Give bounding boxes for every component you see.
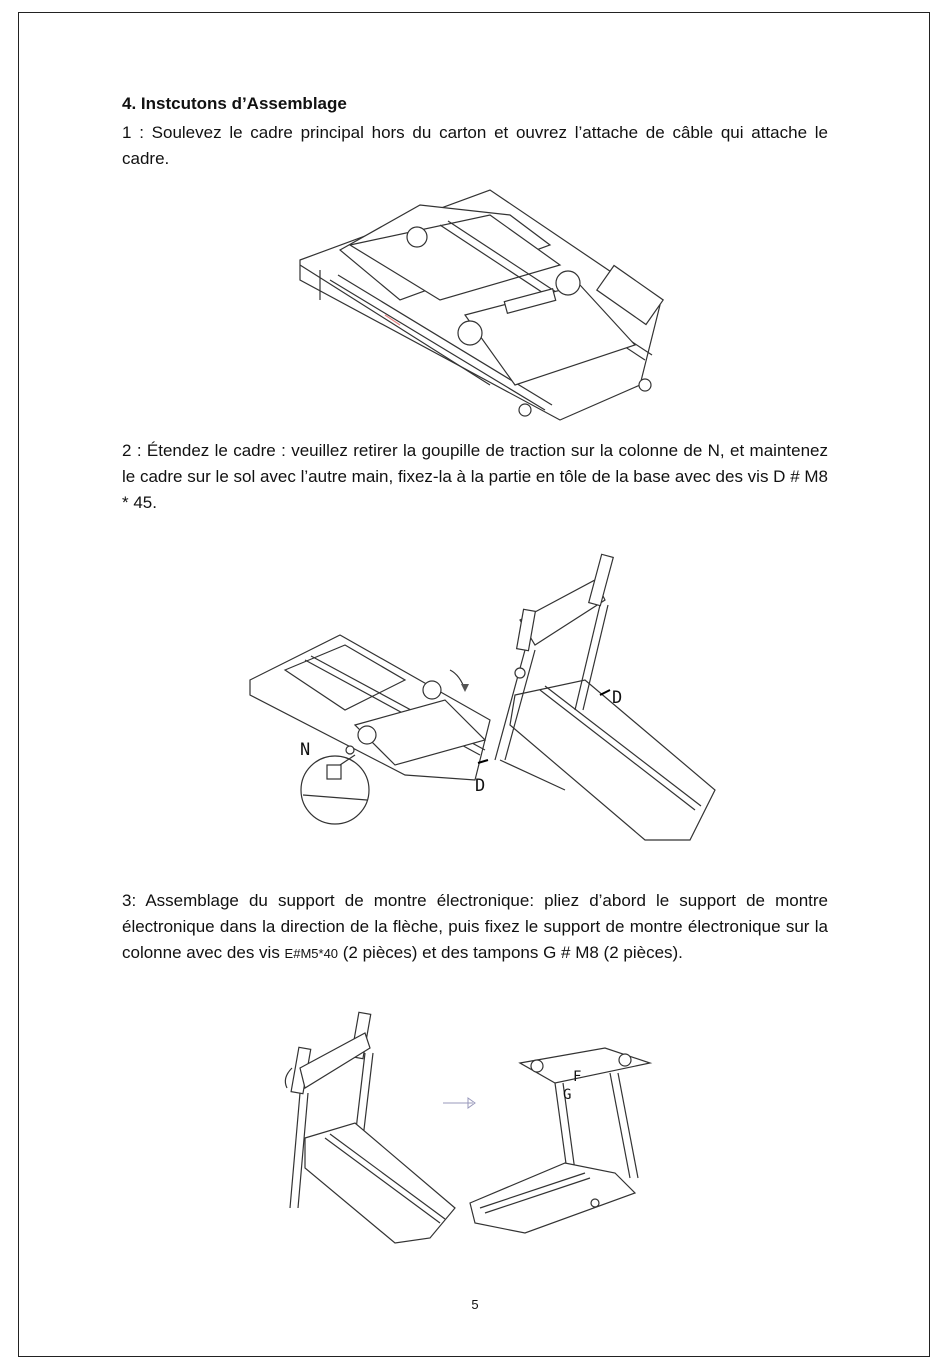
label-g: G (563, 1087, 572, 1103)
screw-code: E#M5*40 (284, 946, 339, 961)
page-number: 5 (471, 1297, 479, 1312)
label-f: F (573, 1069, 582, 1085)
figure-unfold-treadmill (245, 550, 725, 860)
step-1-text: 1 : Soulevez le cadre principal hors du carton et ouvrez l’attache de câble qui attache le cadre. (122, 123, 828, 168)
step-3-text-b: (2 pièces) et des tampons G # M8 (2 pièces). (338, 943, 683, 962)
step-3-text (122, 888, 828, 967)
step-3-text-a: 3: Assemblage du support de montre électronique: pliez d’abord le support de montre électronique dans la direction de la flèche, puis fixez le support de montre électronique sur la colonne avec des vis (122, 891, 828, 962)
figure-folded-treadmill (290, 185, 665, 430)
step-2-text: 2 : Étendez le cadre : veuillez retirer la goupille de traction sur la colonne de N, et maintenez le cadre sur le sol avec l’autre main, fixez-la à la partie en tôle de la base avec des vis D # M8 * 45. (122, 441, 828, 512)
label-d-bottom: D (475, 776, 486, 796)
label-n: N (300, 740, 311, 760)
figure-console-assembly (265, 1008, 660, 1253)
section-heading: 4. Instcutons d’Assemblage (122, 94, 347, 113)
label-d-top: D (612, 688, 623, 708)
